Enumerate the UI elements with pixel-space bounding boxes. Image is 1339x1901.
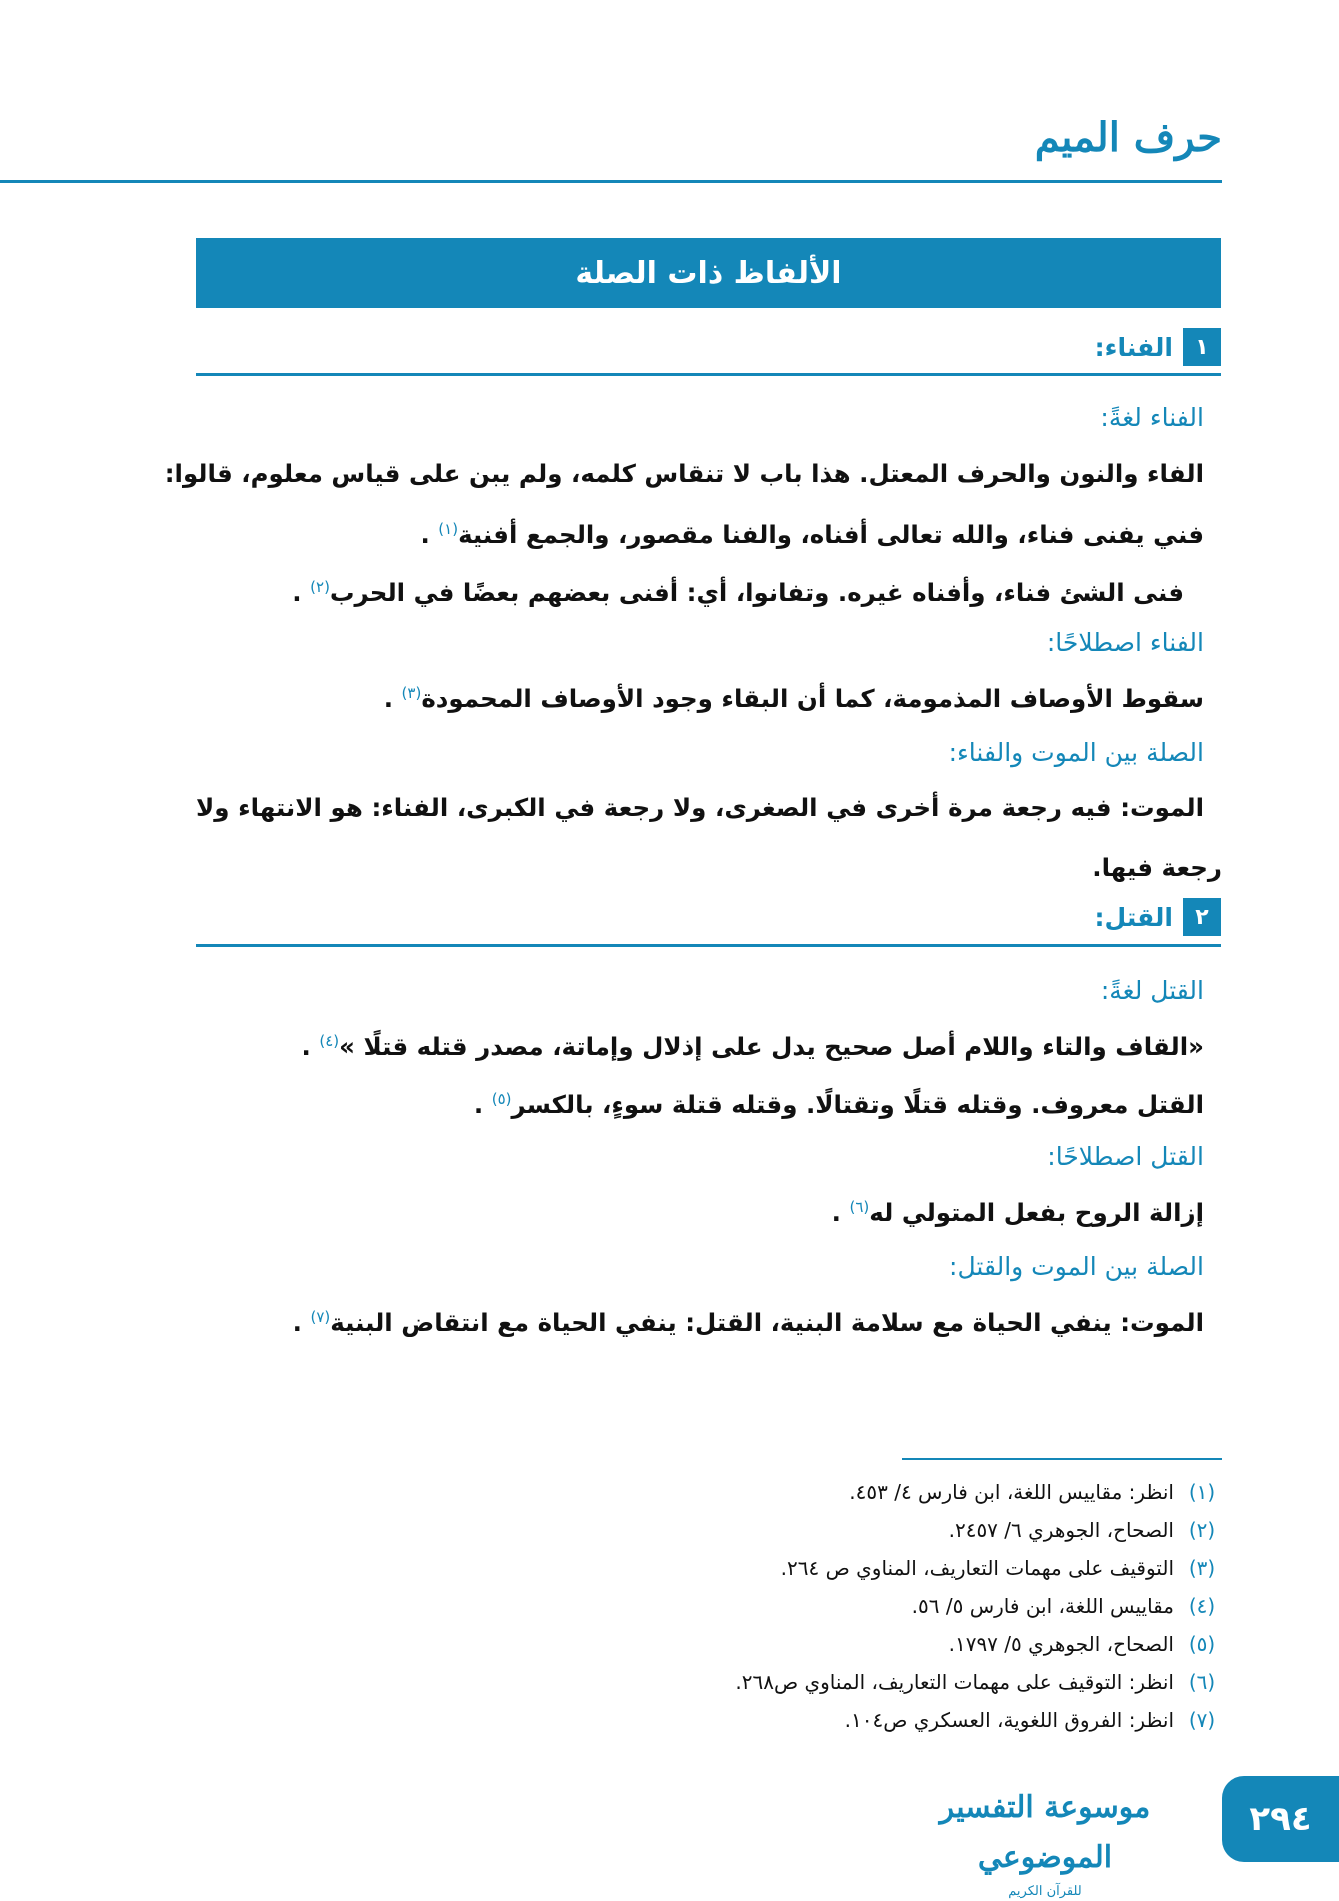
paragraph-line: فنى الشئ فناء، وأفناه غيره. وتفانوا، أي: أفنى بعضهم بعضًا في الحرب$^{(٢)}$ . [292, 578, 1184, 608]
paragraph-line: القتل معروف. وقتله قتلًا وتقتالًا. وقتله قتلة سوءٍ، بالكسر$^{(٥)}$ . [473, 1090, 1204, 1120]
term-title: الفناء: [1094, 332, 1173, 362]
footnote-ref: (٣) [401, 684, 422, 702]
paragraph-line: الموت: فيه رجعة مرة أخرى في الصغرى، ولا رجعة في الكبرى، الفناء: هو الانتهاء ولا [196, 793, 1204, 822]
footnote: (٢) الصحاح، الجوهري ٦/ ٢٤٥٧. [948, 1518, 1216, 1542]
footnote: (٤) مقاييس اللغة، ابن فارس ٥/ ٥٦. [911, 1594, 1216, 1618]
subheading-term: الفناء اصطلاحًا: [1046, 628, 1204, 657]
term-rule [196, 944, 1221, 947]
footnote-ref: (٥) [491, 1090, 512, 1108]
footnote: (٧) انظر: الفروق اللغوية، العسكري ص١٠٤. [844, 1708, 1216, 1732]
footnote-ref: (١) [438, 520, 459, 538]
term-title: القتل: [1094, 902, 1173, 932]
subheading-term: القتل اصطلاحًا: [1047, 1142, 1204, 1171]
subheading-relation: الصلة بين الموت والفناء: [948, 738, 1204, 767]
footnote-ref: (٧) [310, 1308, 331, 1326]
footnote: (٣) التوقيف على مهمات التعاريف، المناوي ص ٢٦٤. [780, 1556, 1216, 1580]
subheading-lang: الفناء لغةً: [1100, 403, 1204, 432]
term-number: ٢ [1183, 898, 1221, 936]
running-title: حرف الميم [1034, 114, 1222, 161]
term-heading-qatl [1095, 898, 1221, 936]
footnote: (٥) الصحاح، الجوهري ٥/ ١٧٩٧. [948, 1632, 1216, 1656]
footnote: (٦) انظر: التوقيف على مهمات التعاريف، المناوي ص٢٦٨. [735, 1670, 1216, 1694]
section-banner: الألفاظ ذات الصلة [196, 238, 1221, 308]
paragraph-line: الموت: ينفي الحياة مع سلامة البنية، القتل: ينفي الحياة مع انتقاض البنية$^{(٧)}$ . [292, 1308, 1204, 1338]
paragraph-line: إزالة الروح بفعل المتولي له$^{(٦)}$ . [831, 1198, 1204, 1228]
paragraph-line: رجعة فيها. [1092, 853, 1222, 882]
footnote-ref: (٦) [849, 1198, 870, 1216]
footnote-ref: (٤) [319, 1032, 340, 1050]
footnote-ref: (٢) [310, 578, 330, 596]
header-rule [0, 180, 1222, 183]
footnote-rule [902, 1458, 1222, 1460]
footnotes-list [322, 1473, 1222, 1739]
page-number: ٢٩٤ [1222, 1776, 1339, 1862]
term-number: ١ [1183, 328, 1221, 366]
footnote: (١) انظر: مقاييس اللغة، ابن فارس ٤/ ٤٥٣. [849, 1480, 1216, 1504]
paragraph-line: سقوط الأوصاف المذمومة، كما أن البقاء وجود الأوصاف المحمودة$^{(٣)}$ . [383, 684, 1204, 714]
term-heading-fanaa [1095, 328, 1221, 366]
paragraph-line: فني يفنى فناء، والله تعالى أفناه، والفنا مقصور، والجمع أفنية$^{(١)}$ . [420, 520, 1204, 550]
subheading-relation: الصلة بين الموت والقتل: [949, 1252, 1204, 1281]
subheading-lang: القتل لغةً: [1100, 976, 1204, 1005]
paragraph-line: «القاف والتاء واللام أصل صحيح يدل على إذلال وإماتة، مصدر قتله قتلًا »$^{(٤)}$ . [301, 1032, 1204, 1062]
term-rule [196, 373, 1221, 376]
encyclopedia-logo: موسوعة التفسير الموضوعي للقرآن الكريم [939, 1790, 1151, 1899]
paragraph-line: الفاء والنون والحرف المعتل. هذا باب لا تنقاس كلمه، ولم يبن على قياس معلوم، قالوا: [164, 459, 1204, 488]
